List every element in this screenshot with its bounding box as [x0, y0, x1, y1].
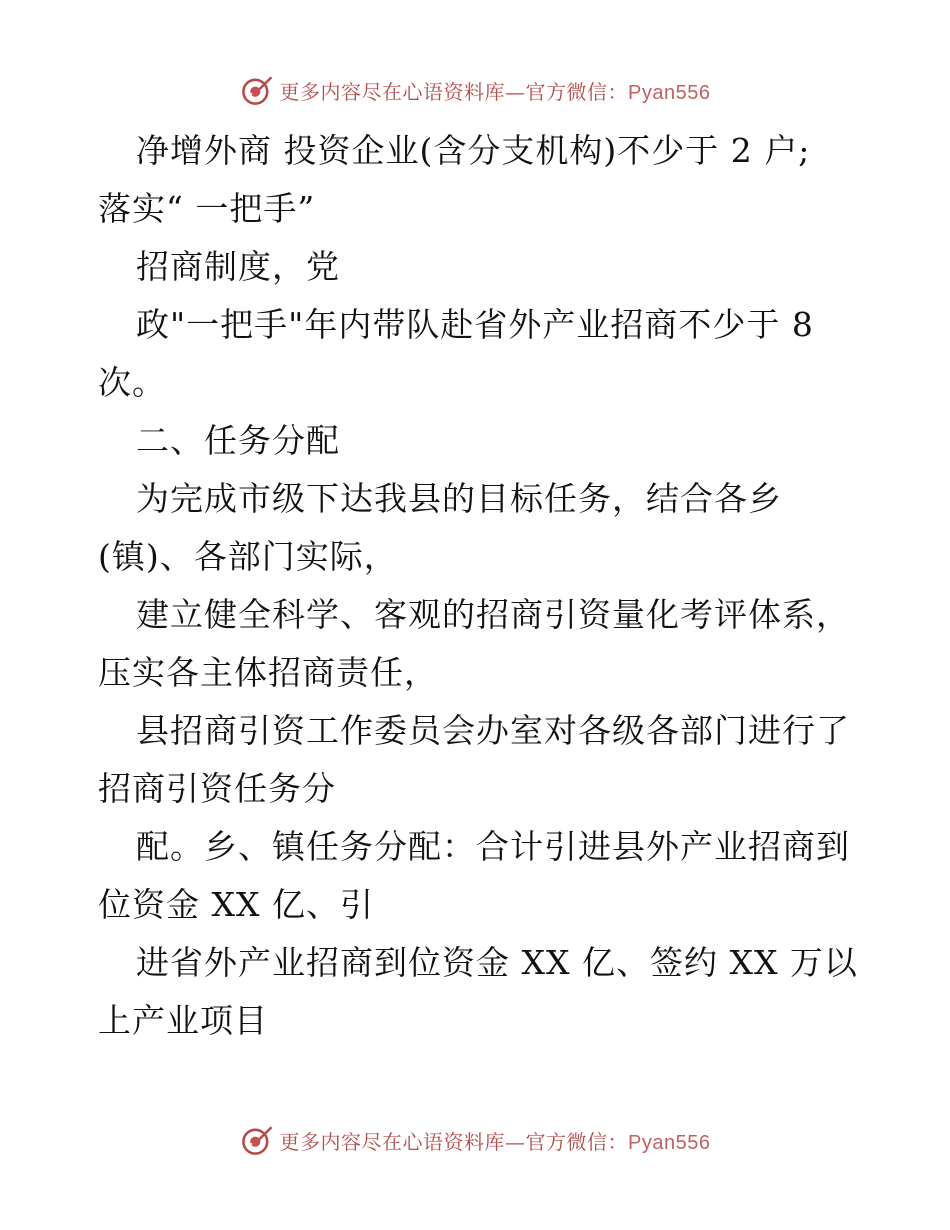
text-line: 招商制度，党 — [136, 247, 340, 286]
document-body — [98, 122, 858, 1050]
header-banner — [0, 70, 950, 110]
text-line: 政"一把手"年内带队赴省外产业招商不少于 8 — [136, 305, 814, 344]
text-line: 招商引资任务分 — [98, 769, 336, 808]
text-line: 落实“ 一把手” — [98, 189, 316, 228]
text-line: 建立健全科学、客观的招商引资量化考评体系， — [136, 595, 850, 634]
text-line: 进省外产业招商到位资金 XX 亿、签约 XX 万以 — [136, 943, 858, 982]
footer-banner — [0, 1120, 950, 1160]
text-line: 县招商引资工作委员会办室对各级各部门进行了 — [136, 711, 850, 750]
text-line: 压实各主体招商责任， — [98, 653, 438, 692]
text-line: 配。乡、镇任务分配：合计引进县外产业招商到 — [136, 827, 850, 866]
quill-pen-logo-icon — [240, 73, 274, 107]
text-line: 为完成市级下达我县的目标任务，结合各乡 — [136, 479, 782, 518]
text-line: 次。 — [98, 363, 166, 402]
banner-text: 更多内容尽在心语资料库—官方微信：Pyan556 — [279, 1129, 711, 1154]
text-line: 上产业项目 — [98, 1001, 268, 1040]
text-line: 净增外商 投资企业(含分支机构)不少于 2 户; — [136, 131, 811, 170]
banner-text: 更多内容尽在心语资料库—官方微信：Pyan556 — [279, 79, 711, 104]
text-line: 位资金 XX 亿、引 — [98, 885, 374, 924]
text-line: (镇)、各部门实际， — [98, 537, 398, 576]
text-line: 二、任务分配 — [136, 421, 340, 460]
quill-pen-logo-icon — [240, 1123, 274, 1157]
